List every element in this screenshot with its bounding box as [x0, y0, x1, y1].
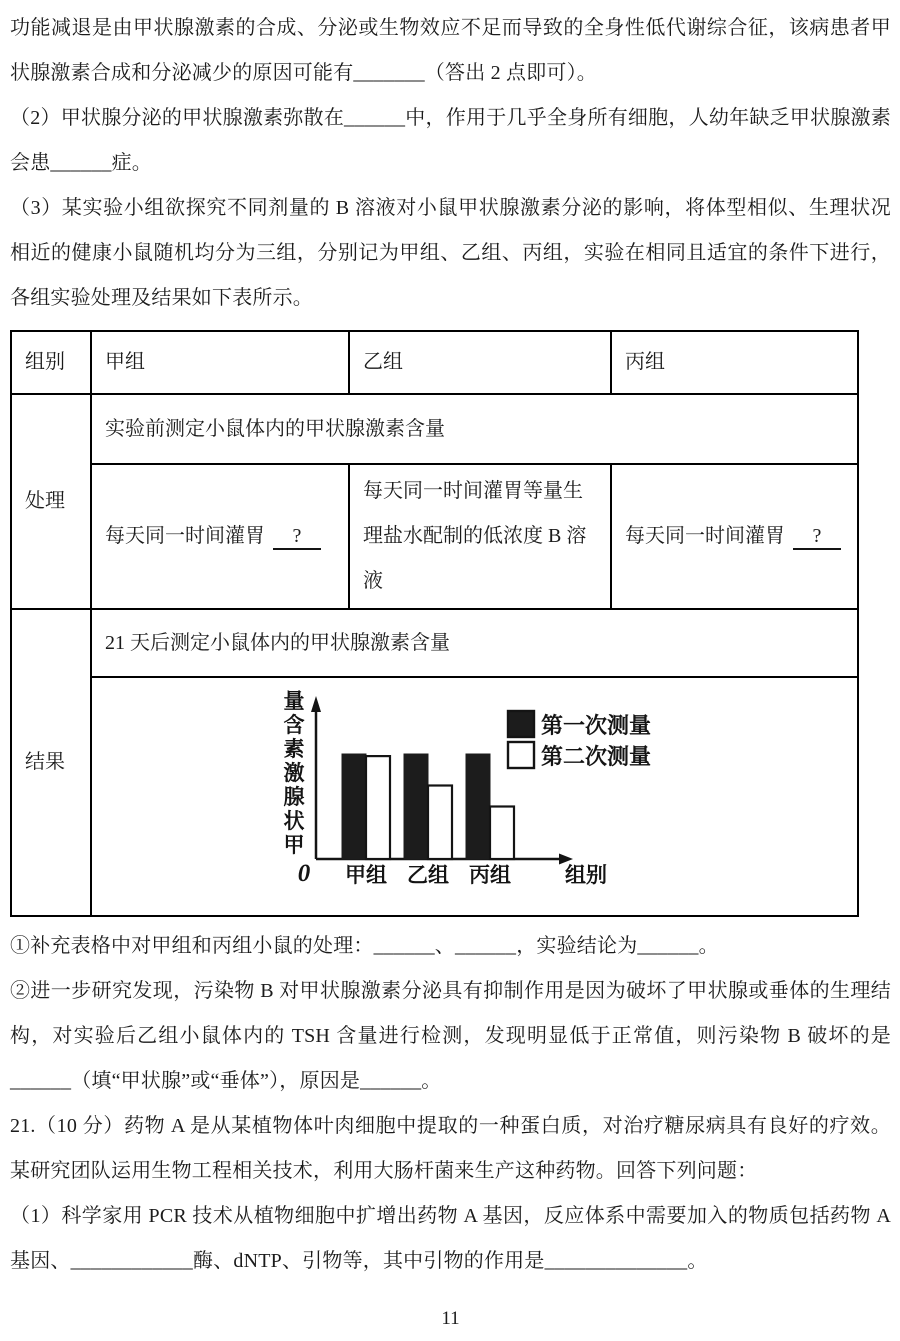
result-bar-chart	[268, 684, 857, 913]
table-cell-treatment-c	[611, 464, 858, 609]
svg-text:第二次测量: 第二次测量	[541, 744, 652, 769]
table-cell-treatment-a	[91, 464, 349, 609]
table-header-group-c: 丙组	[611, 331, 858, 394]
svg-text:甲组: 甲组	[345, 863, 387, 887]
result-chart-svg	[268, 684, 668, 896]
svg-text:甲: 甲	[283, 833, 305, 857]
table-cell-pre-measure: 实验前测定小鼠体内的甲状腺激素含量	[91, 394, 858, 464]
table-row-label-result: 结果	[11, 609, 91, 916]
paragraph-question-2: （2）甲状腺分泌的甲状腺激素弥散在______中，作用于几乎全身所有细胞，人幼年缺乏甲状腺激素会患______症。	[10, 107, 891, 174]
svg-text:量: 量	[283, 689, 305, 713]
svg-text:乙组: 乙组	[407, 863, 449, 887]
paragraph-subquestion-1: ①补充表格中对甲组和丙组小鼠的处理：______、______，实验结论为______。	[10, 935, 719, 957]
treatment-a-blank: ?	[273, 524, 321, 550]
svg-text:组别: 组别	[565, 863, 607, 887]
svg-text:激: 激	[283, 761, 305, 785]
treatment-c-text: 每天同一时间灌胃	[625, 525, 785, 547]
paragraph-question-21: 21.（10 分）药物 A 是从某植物体叶肉细胞中提取的一种蛋白质，对治疗糖尿病具有良好的疗效。某研究团队运用生物工程相关技术，利用大肠杆菌来生产这种药物。回答下列问题：	[10, 1115, 891, 1182]
table-cell-post-measure: 21 天后测定小鼠体内的甲状腺激素含量	[91, 609, 858, 677]
svg-text:第一次测量: 第一次测量	[541, 713, 652, 738]
page-number: 11	[441, 1308, 460, 1329]
table-cell-treatment-b: 每天同一时间灌胃等量生理盐水配制的低浓度 B 溶液	[349, 464, 611, 609]
svg-text:0: 0	[297, 860, 311, 887]
table-cell-result-chart	[91, 677, 858, 916]
svg-text:含: 含	[283, 713, 305, 737]
svg-text:腺: 腺	[283, 785, 305, 809]
svg-text:素: 素	[283, 737, 305, 761]
paragraph-question-3: （3）某实验小组欲探究不同剂量的 B 溶液对小鼠甲状腺激素分泌的影响，将体型相似、生理状况相近的健康小鼠随机均分为三组，分别记为甲组、乙组、丙组，实验在相同且适宜的条件下进行，各组实验处理及结果如下表所示。	[10, 197, 891, 309]
treatment-c-blank: ?	[793, 524, 841, 550]
table-header-group-a: 甲组	[91, 331, 349, 394]
paragraph-question-21-1: （1）科学家用 PCR 技术从植物细胞中扩增出药物 A 基因，反应体系中需要加入的物质包括药物 A 基因、____________酶、dNTP、引物等，其中引物的作用是______________。	[10, 1205, 891, 1272]
svg-text:丙组: 丙组	[469, 863, 511, 887]
table-header-group: 组别	[11, 331, 91, 394]
table-row-label-treatment: 处理	[11, 394, 91, 609]
table-header-group-b: 乙组	[349, 331, 611, 394]
paragraph-subquestion-2: ②进一步研究发现，污染物 B 对甲状腺激素分泌具有抑制作用是因为破坏了甲状腺或垂体的生理结构，对实验后乙组小鼠体内的 TSH 含量进行检测，发现明显低于正常值，则污染物 B 破坏的是______（填“甲状腺”或“垂体”），原因是______。	[10, 980, 891, 1092]
treatment-a-text: 每天同一时间灌胃	[105, 525, 265, 547]
svg-text:状: 状	[283, 809, 305, 833]
experiment-table	[10, 330, 859, 917]
paragraph-hypothyroid-intro: 功能减退是由甲状腺激素的合成、分泌或生物效应不足而导致的全身性低代谢综合征，该病患者甲状腺激素合成和分泌减少的原因可能有_______（答出 2 点即可）。	[10, 17, 891, 84]
